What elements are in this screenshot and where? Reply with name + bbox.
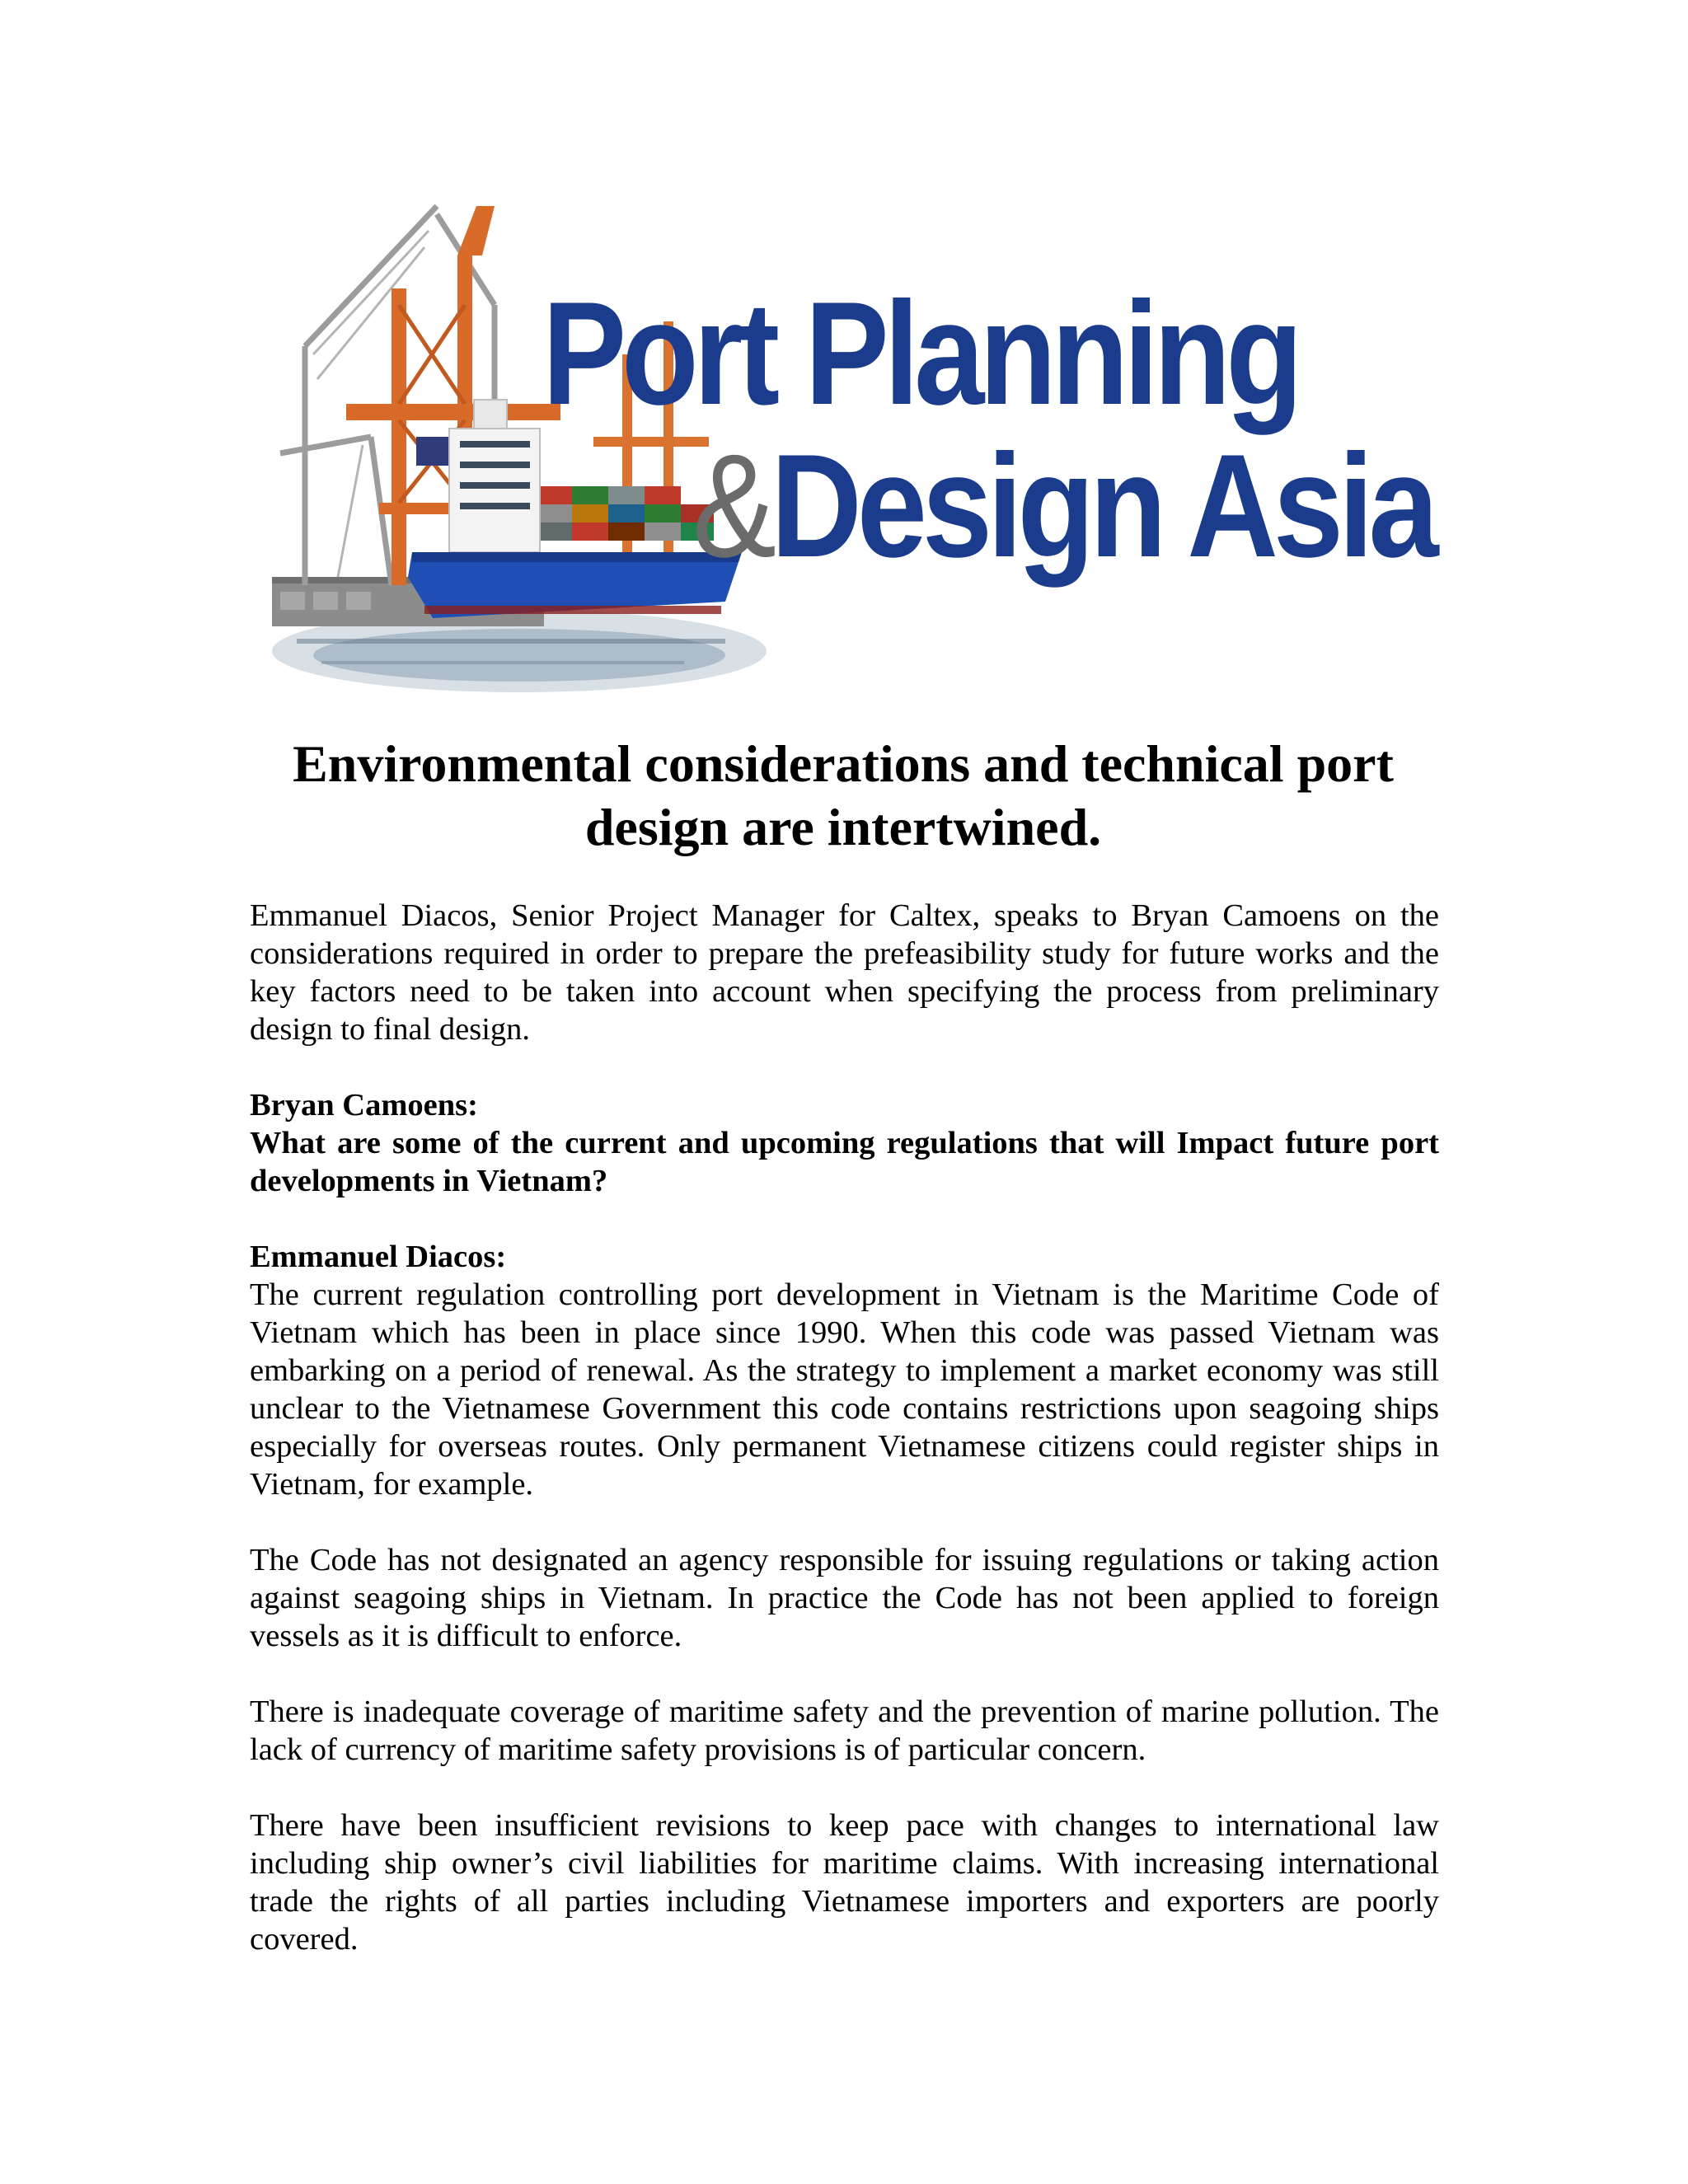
article-body — [250, 897, 1439, 1996]
interview-question: What are some of the current and upcoming regulations that will Impact future port developments in Vietnam? — [250, 1126, 1439, 1198]
interview-question-block — [250, 1086, 1439, 1200]
answer-paragraph: There is inadequate coverage of maritime safety and the prevention of marine pollution. The lack of currency of maritime safety provisions is of particular concern. — [250, 1694, 1439, 1767]
logo-subtitle: Design Asia — [771, 424, 1434, 588]
answer-paragraph: The Code has not designated an agency responsible for issuing regulations or taking action against seagoing ships in Vietnam. In practice the Code has not been applied to foreign vessels as it is difficult to enforce. — [250, 1543, 1439, 1653]
logo-title-line-1: Port Planning — [542, 271, 1298, 435]
interview-answer-block — [250, 1238, 1439, 1503]
publication-logo — [247, 190, 1442, 701]
logo-ampersand: & — [692, 424, 771, 588]
respondent-name: Emmanuel Diacos: — [250, 1240, 507, 1274]
answer-paragraph: The current regulation controlling port development in Vietnam is the Maritime Code of Vietnam which has been in place since 1990. When this code was passed Vietnam was embarking on a period of renewal. As the strategy to implement a market economy was still unclear to the Vietnamese Government this code contains restrictions upon seagoing ships especially for overseas routes. Only permanent Vietnamese citizens could register ships in Vietnam, for example. — [250, 1277, 1439, 1502]
article-headline: Environmental considerations and technical port design are intertwined. — [293, 734, 1394, 856]
answer-paragraph: There have been insufficient revisions to keep pace with changes to international law including ship owner’s civil liabilities for maritime claims. With increasing international trade the rights of all parties including Vietnamese importers and exporters are poorly covered. — [250, 1808, 1439, 1957]
article-intro: Emmanuel Diacos, Senior Project Manager for Caltex, speaks to Bryan Camoens on the considerations required in order to prepare the prefeasibility study for future works and the key factors need to be taken into account when specifying the process from preliminary design to final design. — [250, 898, 1439, 1047]
interviewer-name: Bryan Camoens: — [250, 1088, 478, 1122]
logo-title-line-2 — [692, 424, 1434, 588]
